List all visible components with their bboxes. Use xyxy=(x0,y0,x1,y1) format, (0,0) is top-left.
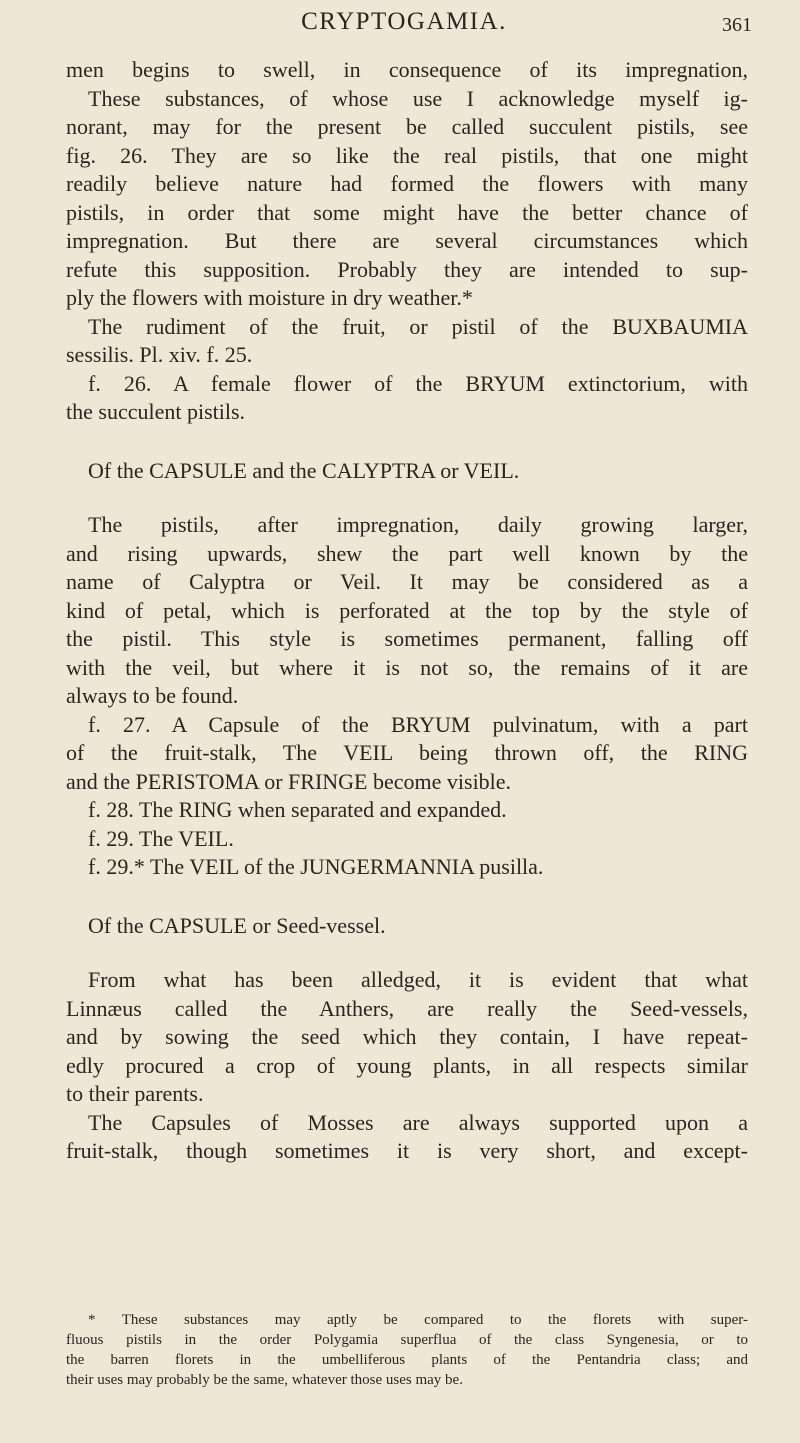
text-line: The pistils, after impregnation, daily growing larger, xyxy=(88,512,748,537)
text-line: impregnation. But there are several circumstances which xyxy=(66,228,748,253)
text-line: f. 28. The RING when separated and expanded. xyxy=(88,797,507,822)
footnote-line: * These substances may aptly be compared to the florets with super- xyxy=(88,1312,748,1328)
text-line: of the fruit-stalk, The VEIL being thrown off, the RING xyxy=(66,740,748,765)
text-line: and rising upwards, shew the part well known by the xyxy=(66,540,748,566)
text-line: norant, may for the present be called succulent pistils, see xyxy=(66,114,748,139)
footnote-line: the barren florets in the umbelliferous plants of the Pentandria class; and xyxy=(66,1352,748,1368)
text-line: with the veil, but where it is not so, the remains of it are xyxy=(66,654,748,680)
text-line: Linnæus called the Anthers, are really the Seed-vessels, xyxy=(66,995,748,1021)
text-line: to their parents. xyxy=(66,1081,204,1106)
text-line: f. 27. A Capsule of the BRYUM pulvinatum, with a part xyxy=(88,711,748,737)
page-number: 361 xyxy=(722,14,752,36)
text-line: the pistil. This style is sometimes permanent, falling off xyxy=(66,626,748,651)
text-line: the succulent pistils. xyxy=(66,399,246,424)
text-line: f. 26. A female flower of the BRYUM extinctorium, with xyxy=(88,370,748,396)
text-line: fruit-stalk, though sometimes it is very short, and except- xyxy=(66,1138,748,1163)
text-line: ply the flowers with moisture in dry weather.* xyxy=(66,285,473,310)
text-line: pistils, in order that some might have the better chance of xyxy=(66,199,748,225)
body-text xyxy=(66,56,748,1166)
text-line: kind of petal, which is perforated at the top by the style of xyxy=(66,597,748,623)
text-line: and by sowing the seed which they contain, I have repeat- xyxy=(66,1024,748,1049)
text-line: and the PERISTOMA or FRINGE become visible. xyxy=(66,768,512,794)
spacer xyxy=(66,427,748,457)
spacer xyxy=(66,940,748,966)
text-line: always to be found. xyxy=(66,683,239,708)
text-line: fig. 26. They are so like the real pistils, that one might xyxy=(66,142,748,168)
text-line: The Capsules of Mosses are always supported upon a xyxy=(88,1109,748,1135)
text-line: From what has been alledged, it is evident that what xyxy=(88,967,748,992)
section-heading-capsule-calyptra: Of the CAPSULE and the CALYPTRA or VEIL. xyxy=(88,457,520,483)
text-line: f. 29. The VEIL. xyxy=(88,825,234,851)
text-line: refute this supposition. Probably they are intended to sup- xyxy=(66,256,748,282)
text-line: The rudiment of the fruit, or pistil of the BUXBAUMIA xyxy=(88,313,748,339)
section-heading-capsule-seed-vessel: Of the CAPSULE or Seed-vessel. xyxy=(88,912,386,938)
spacer xyxy=(66,485,748,511)
running-head: CRYPTOGAMIA. xyxy=(301,8,507,35)
text-line: name of Calyptra or Veil. It may be considered as a xyxy=(66,569,748,594)
text-line: f. 29.* The VEIL of the JUNGERMANNIA pusilla. xyxy=(88,854,544,879)
footnote-line: fluous pistils in the order Polygamia superflua of the class Syngenesia, or to xyxy=(66,1332,748,1348)
spacer xyxy=(66,882,748,912)
footnote xyxy=(66,1310,748,1390)
text-line: readily believe nature had formed the flowers with many xyxy=(66,171,748,196)
text-line: edly procured a crop of young plants, in all respects similar xyxy=(66,1052,748,1078)
text-line: sessilis. Pl. xiv. f. 25. xyxy=(66,342,253,367)
footnote-line: their uses may probably be the same, whatever those uses may be. xyxy=(66,1372,463,1388)
text-line: men begins to swell, in consequence of its impregnation, xyxy=(66,57,748,82)
page-header xyxy=(0,0,800,60)
text-line: These substances, of whose use I acknowledge myself ig- xyxy=(88,85,748,111)
